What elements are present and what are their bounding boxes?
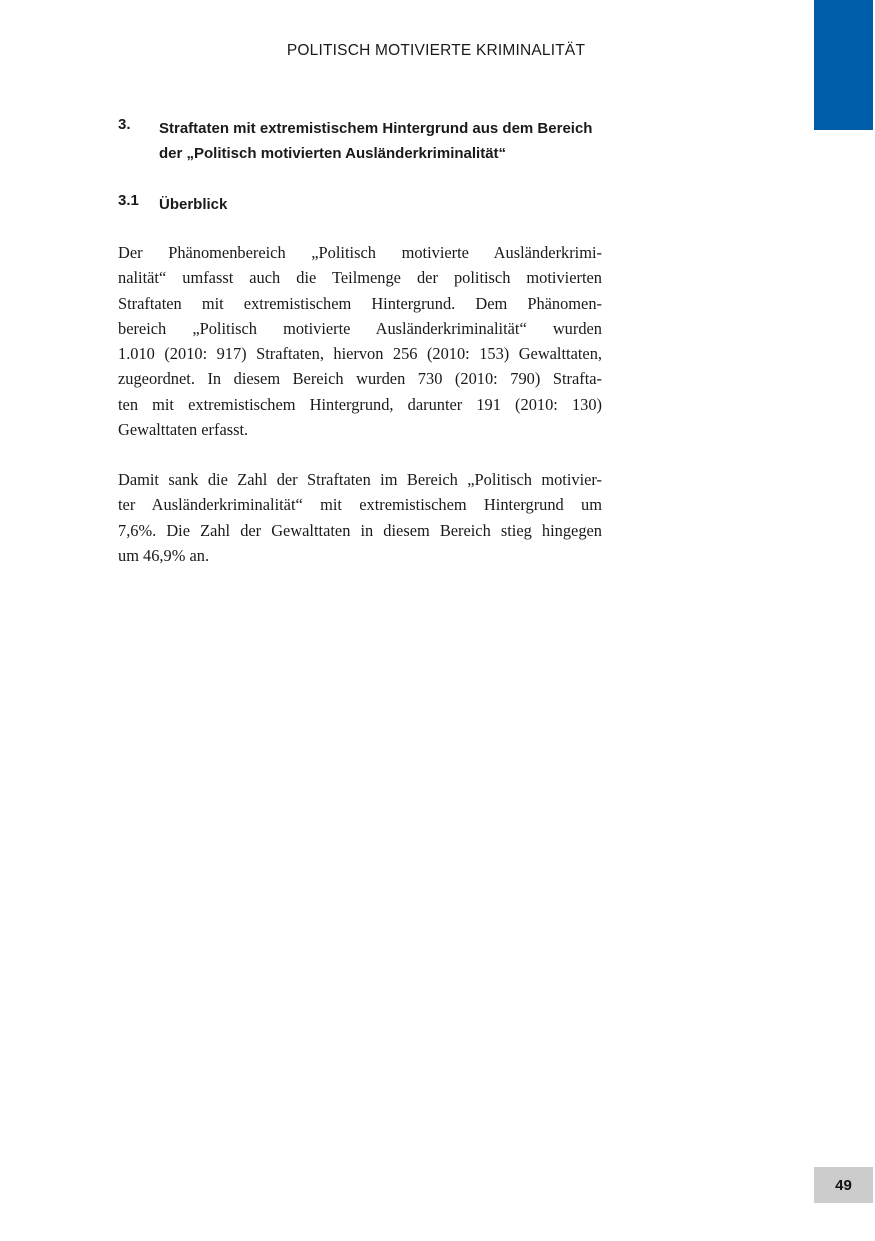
section-title-line: der „Politisch motivierten Ausländerkriminalität“ — [159, 145, 507, 162]
text-line: bereich „Politisch motivierte Ausländerkriminalität“ wurden — [118, 318, 602, 338]
text-line: 1.010 (2010: 917) Straftaten, hiervon 256 (2010: 153) Gewalttaten, — [118, 344, 602, 364]
text-line: nalität“ umfasst auch die Teilmenge der politisch motivierten — [118, 268, 602, 288]
text-line: Gewalttaten erfasst. — [118, 420, 249, 440]
page-number: 49 — [814, 1167, 873, 1203]
text-line: ten mit extremistischem Hintergrund, darunter 191 (2010: 130) — [118, 394, 602, 414]
chapter-color-tab — [814, 0, 873, 130]
paragraph-overview — [118, 240, 602, 442]
subsection-title: Überblick — [159, 196, 228, 213]
text-line: zugeordnet. In diesem Bereich wurden 730 (2010: 790) Strafta- — [118, 369, 602, 389]
text-line: um 46,9% an. — [118, 545, 210, 565]
text-line: ter Ausländerkriminalität“ mit extremistischem Hintergrund um — [118, 495, 602, 515]
text-line: Der Phänomenbereich „Politisch motivierte Ausländerkrimi- — [118, 243, 602, 262]
running-header: POLITISCH MOTIVIERTE KRIMINALITÄT — [286, 42, 586, 59]
section-title-line: Straftaten mit extremistischem Hintergrund aus dem Bereich — [159, 120, 593, 137]
text-line: Damit sank die Zahl der Straftaten im Bereich „Politisch motivier- — [118, 470, 602, 489]
text-line: Straftaten mit extremistischem Hintergrund. Dem Phänomen- — [118, 293, 602, 313]
paragraph-summary — [118, 467, 602, 568]
section-number: 3. — [118, 116, 131, 133]
text-line: 7,6%. Die Zahl der Gewalttaten in diesem Bereich stieg hingegen — [118, 520, 602, 540]
subsection-number: 3.1 — [118, 192, 139, 209]
section-title — [159, 116, 619, 166]
